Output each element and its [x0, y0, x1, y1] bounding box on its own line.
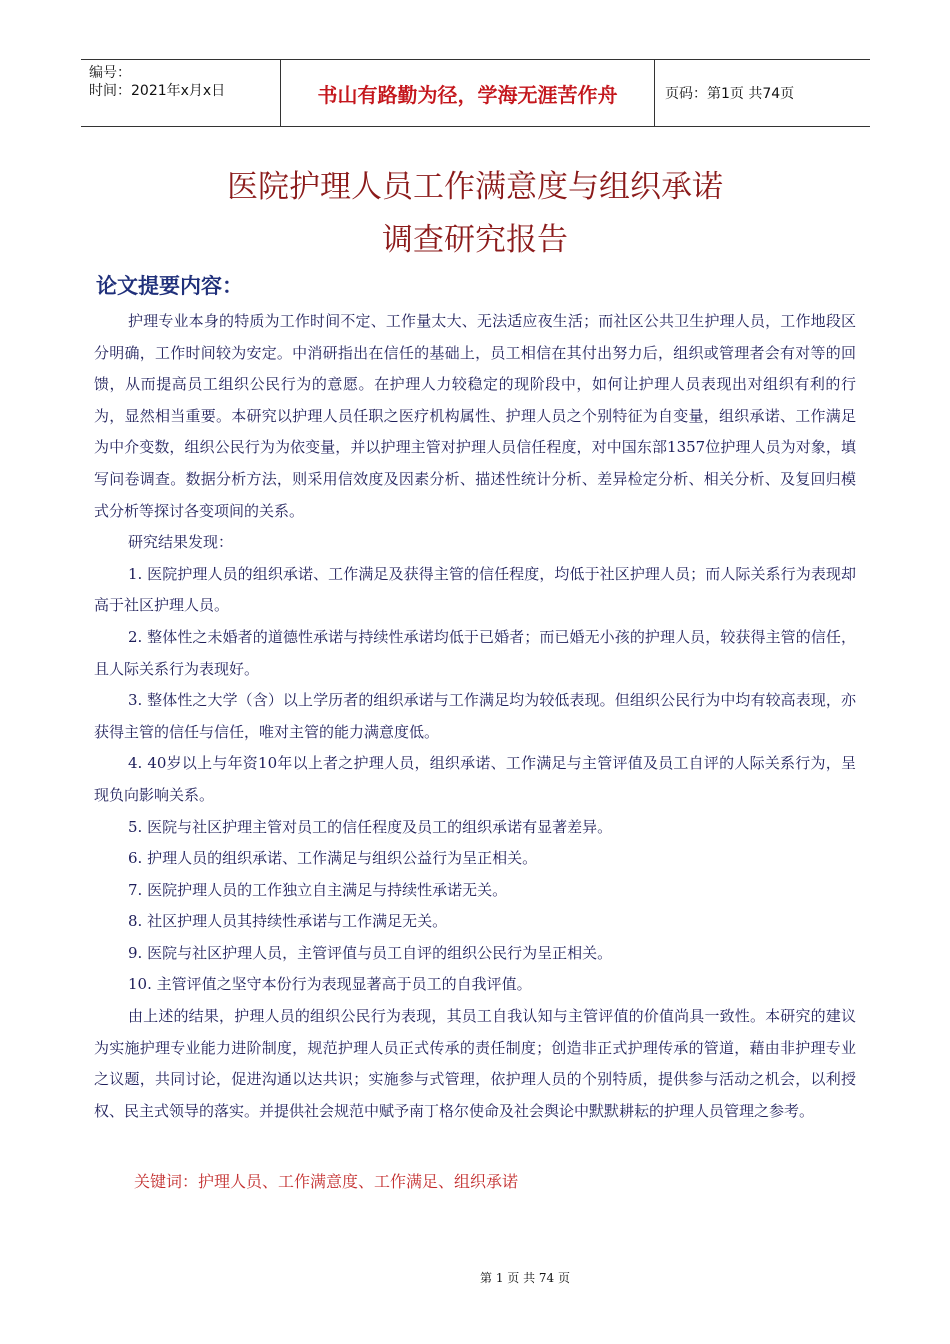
document-title-line2: 调查研究报告	[382, 222, 568, 258]
finding-item: 6. 护理人员的组织承诺、工作满足与组织公益行为呈正相关。	[128, 849, 538, 868]
finding-item: 9. 医院与社区护理人员，主管评值与员工自评的组织公民行为呈正相关。	[128, 943, 613, 962]
page-footer: 第 1 页 共 74 页	[480, 1271, 570, 1285]
findings-intro: 研究结果发现：	[128, 533, 234, 552]
finding-item: 4. 40岁以上与年资10年以上者之护理人员，组织承诺、工作满足与主管评值及员工自评的人际关系行为，呈现负向影响关系。	[94, 754, 856, 804]
finding-item: 10. 主管评值之坚守本份行为表现显著高于员工的自我评值。	[128, 975, 532, 994]
header-page-info: 页码：第1页 共74页	[665, 86, 795, 102]
finding-item: 5. 医院与社区护理主管对员工的信任程度及员工的组织承诺有显著差异。	[128, 817, 613, 836]
abstract-paragraph: 护理专业本身的特质为工作时间不定、工作量太大、无法适应夜生活；而社区公共卫生护理人员，工作地段区分明确，工作时间较为安定。中消研指出在信任的基础上，员工相信在其付出努力后，组织或管理者会有对等的回馈，从而提高员工组织公民行为的意愿。在护理人力较稳定的现阶段中，如何让护理人员表现出对组织有利的行为，显然相当重要。本研究以护理人员任职之医疗机构属性、护理人员之个别特征为自变量，组织承诺、工作满足为中介变数，组织公民行为为依变量，并以护理主管对护理人员信任程度，对中国东部1357位护理人员为对象，填写问卷调查。数据分析方法，则采用信效度及因素分析、描述性统计分析、差异检定分析、相关分析、及复回归模式分析等探讨各变项间的关系。	[94, 312, 856, 520]
keywords: 关键词：护理人员、工作满意度、工作满足、组织承诺	[134, 1172, 519, 1191]
finding-item: 7. 医院护理人员的工作独立自主满足与持续性承诺无关。	[128, 880, 508, 899]
header-meta	[81, 60, 281, 126]
finding-item: 1. 医院护理人员的组织承诺、工作满足及获得主管的信任程度，均低于社区护理人员；而人际关系行为表现却高于社区护理人员。	[94, 564, 856, 615]
document-title-line1: 医院护理人员工作满意度与组织承诺	[227, 169, 723, 205]
finding-item: 3. 整体性之大学（含）以上学历者的组织承诺与工作满足均为较低表现。但组织公民行为中均有较高表现，亦获得主管的信任与信任，唯对主管的能力满意度低。	[94, 691, 856, 741]
conclusion-paragraph: 由上述的结果，护理人员的组织公民行为表现，其员工自我认知与主管评值的价值尚具一致性。本研究的建议为实施护理专业能力进阶制度，规范护理人员正式传承的责任制度；创造非正式护理传承的管道，藉由非护理专业之议题，共同讨论，促进沟通以达共识；实施参与式管理，依护理人员的个别特质，提供参与活动之机会，以利授权、民主式领导的落实。并提供社会规范中赋予南丁格尔使命及社会舆论中默默耕耘的护理人员管理之参考。	[94, 1007, 856, 1120]
finding-item: 8. 社区护理人员其持续性承诺与工作满足无关。	[128, 912, 448, 931]
document-time-label: 时间：2021年x月x日	[89, 83, 226, 99]
abstract-heading: 论文提要内容：	[96, 274, 243, 298]
finding-item: 2. 整体性之未婚者的道德性承诺与持续性承诺均低于已婚者；而已婚无小孩的护理人员，较获得主管的信任，且人际关系行为表现好。	[94, 627, 856, 678]
document-number-label: 编号：	[89, 65, 131, 81]
abstract-body	[94, 306, 856, 1127]
document-header	[81, 59, 870, 127]
header-motto: 书山有路勤为径，学海无涯苦作舟	[281, 60, 655, 126]
